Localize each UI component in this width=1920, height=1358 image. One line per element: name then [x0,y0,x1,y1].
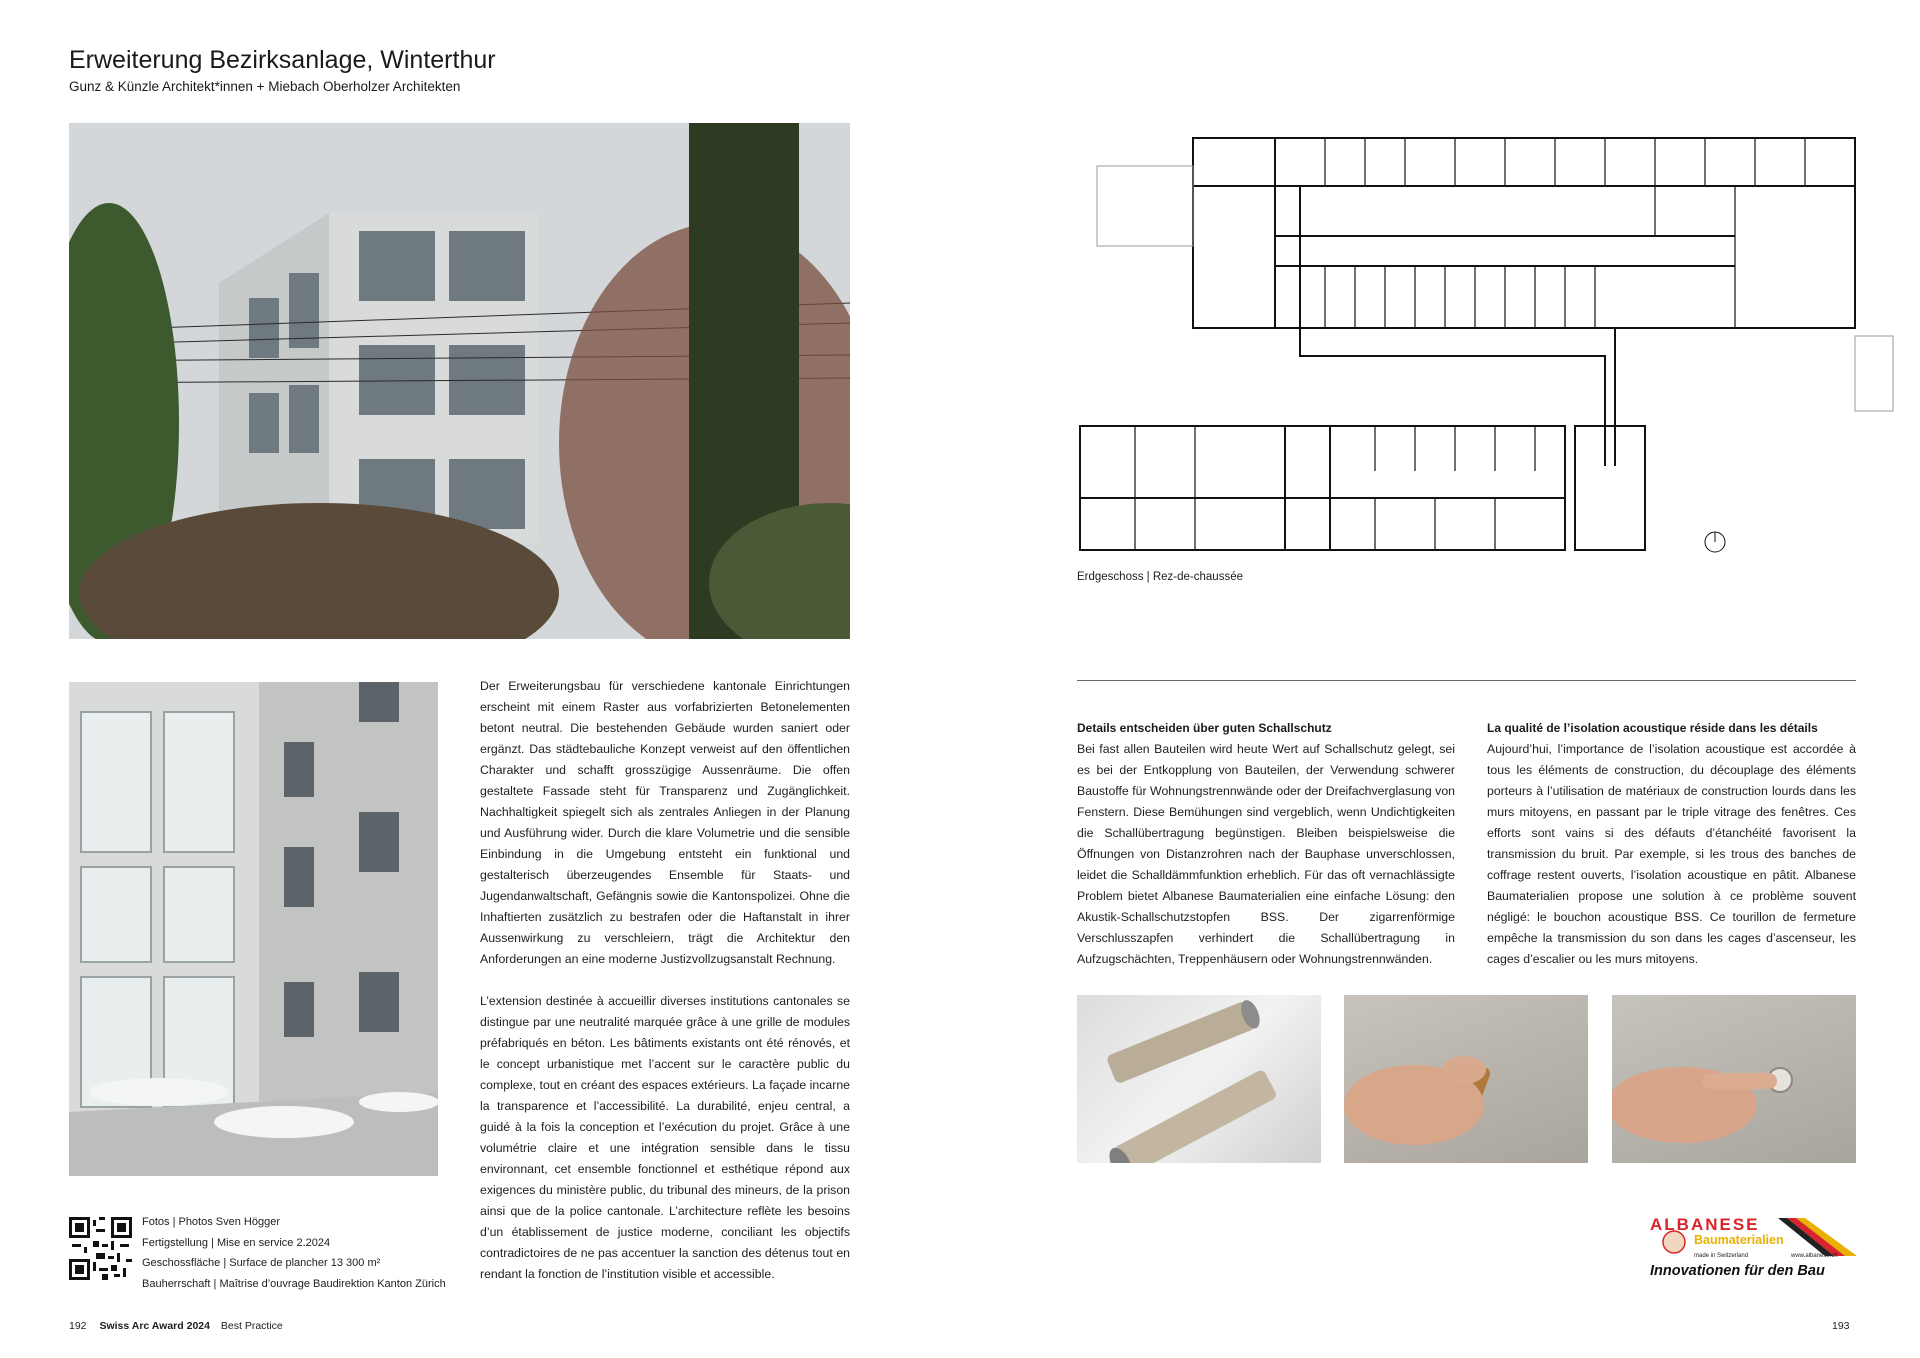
section-name: Best Practice [220,1320,283,1332]
page-number-right: 193 [1832,1320,1850,1332]
plug-installed-photo [1612,995,1856,1163]
floor-plan-caption: Erdgeschoss | Rez-de-chaussée [1077,571,1243,583]
section-divider [1077,680,1856,681]
credit-photos: Fotos | Photos Sven Högger [142,1216,280,1228]
description-french: L’extension destinée à accueillir diverses institutions cantonales se distingue par une neutralité marquée grâce à une grille de modules préfabriqués en béton. Les bâtiments existants ont été rénovés, et le concept urbanistique met l’accent sur le caractère public du complexe, tout en créant des espaces extérieurs. La façade incarne la transparence et l’accessibilité. La durabilité, enjeu central, a guidé à la fois la conception et l’exécution du projet. Grâce à une volumétrie claire et une intégration sensible dans le tissu environnant, cet ensemble fonctionnel et esthétique répond aux exigences du ministère public, du tribunal des mineurs, de la prison ainsi que de la police cantonale. L’architecture reflète les besoins d’un établissement de justice moderne, conciliant les objectifs contradictoires de ne pas accentuer la sanction des détenus tout en rendant la fonction de l’institution visible et accessible. [480,994,850,1281]
ground-floor-plan [1075,126,1895,566]
project-credits [142,1212,446,1294]
page-number-left: 192 [69,1320,87,1332]
brand-tagline: Innovationen für den Bau [1650,1263,1825,1279]
logo-url: www.albanese.ch [1791,1253,1838,1259]
page-title: Erweiterung Bezirksanlage, Winterthur [69,46,496,74]
credit-floor-area: Geschossfläche | Surface de plancher 13 300 m² [142,1257,381,1269]
publication-name: Swiss Arc Award 2024 [99,1320,210,1332]
plug-insertion-photo [1344,995,1588,1163]
logo-brand-sub: Baumaterialien [1694,1233,1784,1247]
courtyard-photo [69,682,438,1176]
logo-brand: ALBANESE [1650,1215,1760,1234]
sound-plug-product-photo [1077,995,1321,1163]
credit-completion: Fertigstellung | Mise en service 2.2024 [142,1236,331,1249]
advert-text-german: Bei fast allen Bauteilen wird heute Wert auf Schallschutz gelegt, sei es bei der Entkopplung von Bauteilen, der Verwendung schwerer Baustoffe für Wohnungstrennwände oder der Dreifachverglasung von Fenstern. Diese Bemühungen sind vergeblich, wenn Undichtigkeiten die Schallübertragung begünstigen. Bleiben beispielsweise die Öffnungen von Distanzrohren nach der Bauphase unverschlossen, leidet die Schalldämmfunktion erheblich. Für das oft vernachlässigte Problem bietet Albanese Baumaterialien eine einfache Lösung: den Akustik-Schallschutzstopfen BSS. Der zigarrenförmige Verschlusszapfen verhindert die Schallübertragung in Aufzugschächten, Treppenhäusern oder Wohnungstrennwänden. [1077,742,1455,966]
building-exterior-photo [69,123,850,639]
logo-made-in: made in Switzerland [1694,1253,1749,1259]
advert-heading-french: La qualité de l’isolation acoustique réside dans les détails [1487,721,1818,735]
footer-left [69,1320,283,1332]
advert-heading-german: Details entscheiden über guten Schallschutz [1077,721,1332,735]
qr-code-icon[interactable] [69,1217,132,1280]
advert-text-french: Aujourd’hui, l’importance de l’isolation acoustique est accordée à tous les éléments de construction, du découplage des éléments porteurs à l’utilisation de matériaux de construction lourds dans les murs mitoyens, en passant par le triple vitrage des fenêtres. Ces efforts sont vains si des défauts d’étanchéité favorisent la transmission du bruit. Par exemple, si les trous des banches de coffrage restent ouverts, l’isolation acoustique en pâtit. Albanese Baumaterialien propose une solution à ce problème souvent négligé: le bouchon acoustique BSS. Ce tourillon de fermeture empêche la transmission du son dans les cages d’ascenseur, les cages d’escalier ou les murs mitoyens. [1487,742,1856,966]
credit-client: Bauherrschaft | Maîtrise d’ouvrage Baudirektion Kanton Zürich [142,1277,446,1290]
architects-subtitle: Gunz & Künzle Architekt*innen + Miebach Oberholzer Architekten [69,79,461,94]
description-german: Der Erweiterungsbau für verschiedene kantonale Einrichtungen erscheint mit einem Raster aus vorfabrizierten Betonelementen betont neutral. Die bestehenden Gebäude wurden saniert oder ergänzt. Das städtebauliche Konzept verweist auf den öffentlichen Charakter und schafft grosszügige Aussenräume. Die offen gestaltete Fassade steht für Transparenz und Zugänglichkeit. Nachhaltigkeit spiegelt sich als zentrales Anliegen in der Planung und Ausführung wider. Durch die klare Volumetrie und die sensible Einbindung in die Umgebung entsteht ein funktional und gestalterisch überzeugendes Ensemble für Staats- und Jugendanwaltschaft, Gefängnis sowie die Kantonspolizei. Ohne die Inhaftierten zusätzlich zu bestrafen oder die Haftanstalt in ihrer Aussenwirkung zu verschleiern, trägt die Architektur den Anforderungen an eine moderne Justizvollzugsanstalt Rechnung. [480,679,850,966]
